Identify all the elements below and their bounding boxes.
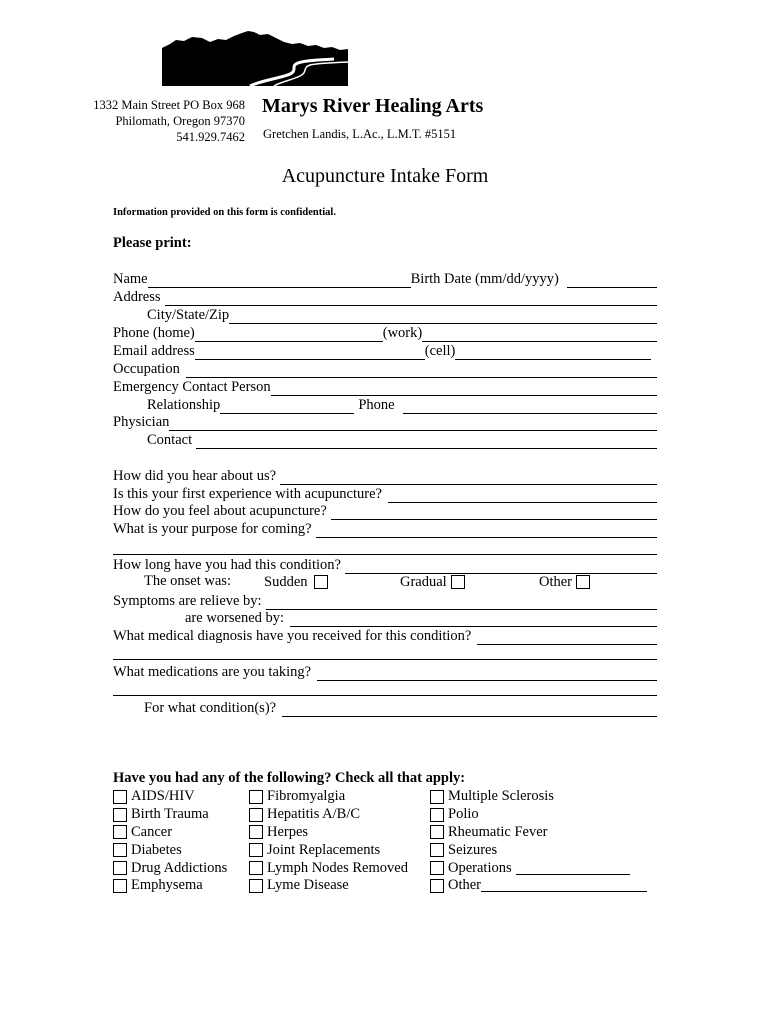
checkbox[interactable] [113,825,127,839]
condition-label: Birth Trauma [131,806,209,823]
first-experience-row [113,485,657,503]
form-title: Acupuncture Intake Form [281,165,489,187]
practitioner-name: Gretchen Landis, L.Ac., L.M.T. #5151 [263,127,457,141]
email-field[interactable] [195,346,425,360]
medications-field[interactable] [317,667,657,681]
checkbox[interactable] [249,843,263,857]
please-print-heading: Please print: [113,235,192,251]
condition-label: Lymph Nodes Removed [267,859,408,876]
business-phone: 541.929.7462 [176,130,245,144]
condition-label: AIDS/HIV [131,788,195,805]
condition-drug-addictions[interactable] [113,859,227,877]
phone-row [113,324,657,342]
work-label: (work) [382,325,423,341]
birth-date-field[interactable] [567,274,657,288]
name-field[interactable] [148,274,411,288]
condition-label: Rheumatic Fever [448,823,548,840]
condition-label: Fibromyalgia [267,788,346,805]
condition-polio[interactable] [430,806,647,824]
condition-diabetes[interactable] [113,841,227,859]
emergency-phone-field[interactable] [403,400,657,414]
email-label: Email address [113,343,195,359]
condition-lyme-disease[interactable] [249,877,408,895]
checkbox[interactable] [249,879,263,893]
city-state-zip-label: City/State/Zip [147,307,230,323]
onset-other-option[interactable] [539,573,590,591]
relieved-by-label: Symptoms are relieve by: [113,593,262,609]
hear-about-row [113,467,657,485]
physician-field[interactable] [169,417,657,431]
checkbox[interactable] [430,808,444,822]
physician-contact-row [147,431,657,449]
hear-about-field[interactable] [280,471,657,485]
address-line-1: 1332 Main Street PO Box 968 [93,98,245,112]
checkbox[interactable] [430,790,444,804]
condition-hepatitis[interactable] [249,806,408,824]
checkbox[interactable] [249,861,263,875]
condition-label: Lyme Disease [267,877,349,894]
cell-label: (cell) [424,343,456,359]
condition-seizures[interactable] [430,841,647,859]
onset-sudden-checkbox[interactable] [314,575,328,589]
occupation-field[interactable] [186,364,657,378]
onset-gradual-label: Gradual [400,573,447,590]
first-experience-label: Is this your first experience with acupuncture? [113,486,382,502]
checkbox[interactable] [113,790,127,804]
checkbox[interactable] [113,879,127,893]
phone-work-field[interactable] [422,328,657,342]
feel-about-field[interactable] [331,506,657,520]
checkbox[interactable] [113,843,127,857]
condition-rheumatic-fever[interactable] [430,824,647,842]
conditions-column-2 [249,788,408,895]
onset-sudden-label: Sudden [264,573,308,590]
emergency-phone-label: Phone [358,397,395,413]
for-what-field[interactable] [282,703,657,717]
birth-date-label: Birth Date (mm/dd/yyyy) [410,271,559,287]
how-long-field[interactable] [345,560,657,574]
for-what-row [144,699,657,717]
onset-label: The onset was: [144,573,231,589]
condition-fibromyalgia[interactable] [249,788,408,806]
relationship-label: Relationship [147,397,221,413]
condition-cancer[interactable] [113,824,227,842]
diagnosis-label: What medical diagnosis have you received for this condition? [113,628,472,644]
worsened-by-field[interactable] [290,613,657,627]
phone-home-field[interactable] [195,328,383,342]
condition-joint-replacements[interactable] [249,841,408,859]
purpose-field-line-2[interactable] [113,541,657,555]
condition-label: Multiple Sclerosis [448,788,554,805]
diagnosis-field[interactable] [477,631,657,645]
physician-label: Physician [113,414,170,430]
condition-birth-trauma[interactable] [113,806,227,824]
confidential-notice: Information provided on this form is confidential. [113,207,336,218]
feel-about-row [113,502,657,520]
other-condition-field[interactable] [481,879,647,892]
address-row [113,288,657,306]
purpose-row [113,520,657,538]
hear-about-label: How did you hear about us? [113,468,277,484]
conditions-heading: Have you had any of the following? Check all that apply: [113,770,466,786]
operations-field[interactable] [516,862,630,875]
first-experience-field[interactable] [388,489,657,503]
cell-field[interactable] [455,346,651,360]
relieved-by-field[interactable] [266,596,657,610]
condition-operations[interactable] [430,859,647,877]
address-field[interactable] [165,292,657,306]
worsened-by-row [185,609,657,627]
physician-contact-field[interactable] [196,435,657,449]
physician-row [113,413,657,431]
emergency-contact-label: Emergency Contact Person [113,379,271,395]
condition-label: Cancer [131,823,173,840]
emergency-contact-row [113,378,657,396]
conditions-column-3 [430,788,647,895]
checkbox[interactable] [430,825,444,839]
condition-label: Emphysema [131,877,203,894]
condition-lymph-nodes-removed[interactable] [249,859,408,877]
conditions-column-1 [113,788,227,895]
address-label: Address [113,289,161,305]
medications-label: What medications are you taking? [113,664,312,680]
purpose-label: What is your purpose for coming? [113,521,312,537]
for-what-label: For what condition(s)? [144,700,277,716]
address-line-2: Philomath, Oregon 97370 [115,114,245,128]
checkbox[interactable] [430,843,444,857]
mountain-river-logo-icon [162,30,348,86]
relationship-field[interactable] [220,400,354,414]
city-state-zip-row [147,306,657,324]
condition-label: Seizures [448,841,498,858]
phone-home-label: Phone (home) [113,325,195,341]
relieved-by-row [113,592,657,610]
onset-gradual-checkbox[interactable] [451,575,465,589]
business-address [60,97,245,145]
condition-herpes[interactable] [249,824,408,842]
city-state-zip-field[interactable] [229,310,657,324]
condition-label: Drug Addictions [131,859,228,876]
checkbox[interactable] [430,879,444,893]
condition-label: Polio [448,806,479,823]
onset-other-label: Other [539,573,573,590]
onset-sudden-option[interactable] [264,573,328,591]
checkbox[interactable] [430,861,444,875]
diagnosis-field-line-2[interactable] [113,646,657,660]
onset-other-checkbox[interactable] [576,575,590,589]
diagnosis-row [113,627,657,645]
condition-label: Joint Replacements [267,841,381,858]
checkbox[interactable] [113,861,127,875]
feel-about-label: How do you feel about acupuncture? [113,503,327,519]
purpose-field[interactable] [316,524,657,538]
condition-label: Herpes [267,823,309,840]
condition-other[interactable] [430,877,647,895]
occupation-label: Occupation [113,361,180,377]
checkbox[interactable] [249,825,263,839]
medications-field-line-2[interactable] [113,682,657,696]
how-long-label: How long have you had this condition? [113,557,341,573]
email-row [113,342,651,360]
how-long-row [113,556,657,574]
relationship-row [147,396,657,414]
checkbox[interactable] [113,808,127,822]
name-row [113,270,657,288]
condition-multiple-sclerosis[interactable] [430,788,647,806]
worsened-by-label: are worsened by: [185,610,285,626]
condition-label: Other [448,877,482,894]
emergency-contact-field[interactable] [271,382,657,396]
condition-label: Hepatitis A/B/C [267,806,361,823]
name-label: Name [113,271,148,287]
occupation-row [113,360,657,378]
business-name: Marys River Healing Arts [262,95,484,117]
condition-label: Operations [448,859,512,876]
checkbox[interactable] [249,790,263,804]
condition-emphysema[interactable] [113,877,227,895]
medications-row [113,663,657,681]
onset-gradual-option[interactable] [400,573,465,591]
checkbox[interactable] [249,808,263,822]
physician-contact-label: Contact [147,432,193,448]
condition-label: Diabetes [131,841,182,858]
condition-aids-hiv[interactable] [113,788,227,806]
